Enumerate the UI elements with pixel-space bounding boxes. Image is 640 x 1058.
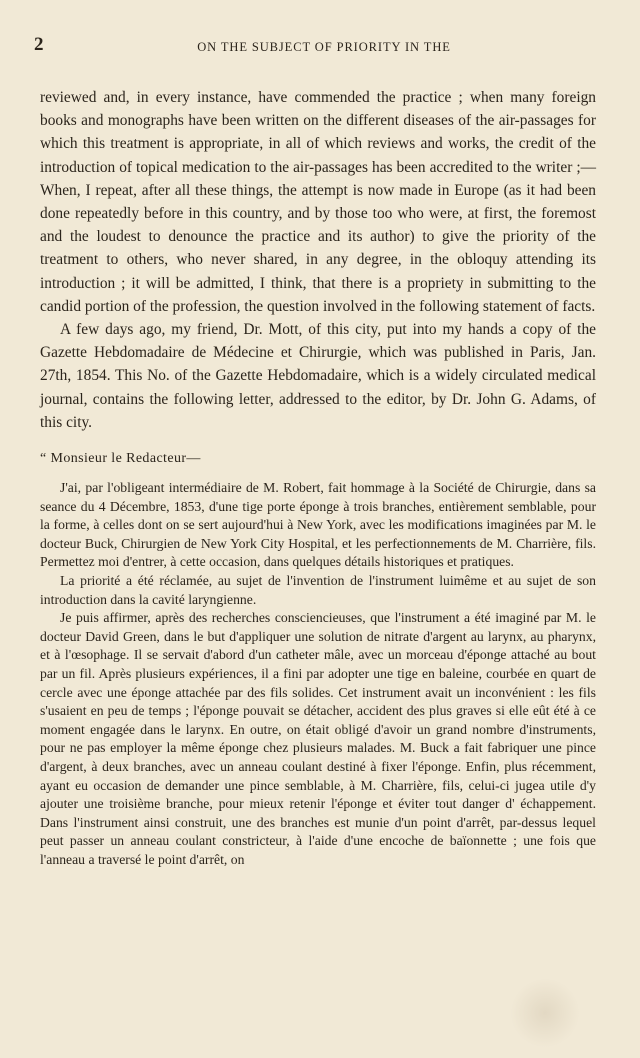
letter-paragraph: J'ai, par l'obligeant intermédiaire de M. Robert, fait hommage à la Société de Chirurgie, dans sa seance du 4 Décembre, 1853, d'une tige porte éponge à trois branches, entièrement semblable, pour la forme, à celles dont on se sert aujourd'hui à New York, avec les modifications imaginées par M. le docteur Buck, Chirurgien de New York City Hospital, et les perfectionnements de M. Charrière, fils. Permettez moi d'entrer, à cette occasion, dans quelques détails historiques et pratiques. — [40, 480, 596, 570]
body-text — [40, 86, 596, 434]
paragraph: A few days ago, my friend, Dr. Mott, of this city, put into my hands a copy of the Gazette Hebdomadaire de Médecine et Chirurgie, which was published in Paris, Jan. 27th, 1854. This No. of the Gazette Hebdomadaire, which is a widely circulated medical journal, contains the following letter, addressed to the editor, by Dr. John G. Adams, of this city. — [40, 321, 596, 431]
running-title: ON THE SUBJECT OF PRIORITY IN THE — [197, 40, 451, 54]
letter-paragraph: Je puis affirmer, après des recherches consciencieuses, que l'instrument a été imaginé par M. le docteur David Green, dans le but d'appliquer une solution de nitrate d'argent au larynx, au pharynx, et à l'œsophage. Il se servait d'abord d'un catheter mâle, avec un morceau d'éponge attaché au bout par un fil. Après plusieurs expériences, il a fini par adopter une tige en baleine, courbée en quart de cercle avec une éponge attachée par des fils solides. Cet instrument avait un inconvénient : les fils s'usaient en peu de temps ; l'éponge pouvait se détacher, accident des plus graves si elle eût été à ce moment engagée dans le larynx. En outre, on était obligé d'avoir un grand nombre d'instruments, pour ne pas employer la même éponge chez plusieurs malades. M. Buck a fait fabriquer une pince d'argent, à deux branches, avec un anneau coulant destiné à fixer l'éponge. Enfin, plus récemment, ayant eu occasion de demander une pince semblable, à M. Charrière, fils, celui-ci jugea utile d'y ajouter une troisième branche, pour mieux retenir l'éponge et éviter tout danger d' échappement. Dans l'instrument ainsi construit, une des branches est munie d'un point d'arrêt, par-dessus lequel peut passer un anneau coulant constricteur, à l'aide d'une encoche de baïonnette ; une fois que l'anneau a traversé le point d'arrêt, on — [40, 610, 596, 867]
paper-stain — [510, 978, 580, 1048]
paragraph: reviewed and, in every instance, have commended the practice ; when many foreign books and monographs have been written on the different diseases of the air-passages for which this treatment is appropriate, in all of which reviews and works, the credit of the introduction of topical medication to the air-passages has been accredited to the writer ;—When, I repeat, after all these things, the attempt is now made in Europe (as it had been done repeatedly before in this country, and by those too who were, at first, the foremost and the loudest to denounce the practice and its author) to give the priority of the treatment to others, who never shared, in any degree, in the obloquy attending its introduction ; it will be admitted, I think, that there is a propriety in submitting to the candid portion of the profession, the question involved in the following statement of facts. — [40, 89, 596, 315]
letter-paragraph: La priorité a été réclamée, au sujet de l'invention de l'instrument luimême et au sujet de son introduction dans la cavité laryngienne. — [40, 573, 596, 607]
letter-salutation: “ Monsieur le Redacteur— — [40, 451, 201, 467]
running-head — [34, 34, 596, 66]
quoted-letter — [40, 449, 596, 869]
page-number: 2 — [34, 34, 45, 55]
